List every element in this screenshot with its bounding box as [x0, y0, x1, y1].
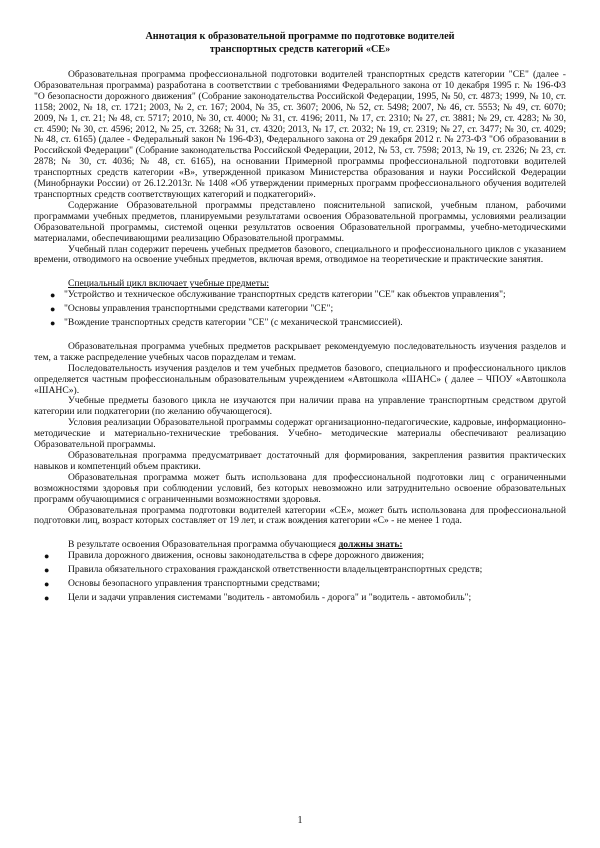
bullet-icon: ● — [50, 318, 56, 329]
title-line-1: Аннотация к образовательной программе по подготовке водителей — [145, 31, 455, 42]
bullet-icon: ● — [50, 304, 56, 315]
paragraph-legal-basis: Образовательная программа профессиональной подготовки водителей транспортных средств категории "СЕ" (далее - Образовательная программа) разработана в соответствии с требованиями Федерального закона от 10 декабря 1995 г. № 196-ФЗ "О безопасности дорожного движения" (Собрание законодательства Российской Федерации, 1995, № 50, ст. 4873; 1999, № 10, ст. 1158; 2002, № 18, ст. 1721; 2003, № 2, ст. 167; 2004, № 35, ст. 3607; 2006, № 52, ст. 5498; 2007, № 46, ст. 5553; № 49, ст. 6070; 2009, № 1, ст. 21; № 48, ст. 5717; 2010, № 30, ст. 4000; № 31, ст. 4196; 2011, № 17, ст. 2310; № 27, ст. 3881; № 29, ст. 4283; № 30, ст. 4590; № 30, ст. 4596; 2012, № 25, ст. 3268; № 31, ст. 4320; 2013, № 17, ст. 2032; № 19, ст. 2319; № 27, ст. 3477; № 30, ст. 4029; № 48, ст. 6165) (далее - Федеральный закон № 196-ФЗ), Федерального закона от 29 декабря 2012 г. № 273-ФЗ "Об образовании в Российской Федерации" (Собрание законодательства Российской Федерации, 2012, № 53, ст. 7598; 2013, № 19, ст. 2326; № 23, ст. 2878; № 30, ст. 4036; № 48, ст. 6165), на основании Примерной программы профессиональной подготовки водителей транспортных средств категории «В», утвержденной приказом Министерства образования и науки Российской Федерации (Минобрнауки России) от 26.12.2013г. № 1408 «Об утверждении примерных программ профессионального обучения водителей транспортных средств соответствующих категорий и подкатегорий». — [34, 69, 566, 200]
list-item — [34, 579, 566, 590]
list-item-text: "Основы управления транспортными средствами категории "СЕ"; — [64, 303, 334, 315]
title-line-2: транспортных средств категорий «СЕ» — [209, 44, 391, 55]
list-item — [34, 593, 566, 604]
special-cycle-heading: Специальный цикл включает учебные предметы: — [68, 278, 270, 290]
bullet-icon: ● — [50, 290, 56, 301]
page-number: 1 — [297, 815, 303, 826]
list-item — [34, 304, 566, 315]
paragraph-study-plan: Учебный план содержит перечень учебных предметов базового, специального и профессионального циклов с указанием времени, отводимого на освоение учебных предметов, включая время, отводимое на теоретические и практические занятия. — [34, 243, 566, 266]
list-item — [34, 565, 566, 576]
paragraph-practice: Образовательная программа предусматривает достаточный для формирования, закрепления развития практических навыков и компетенций объем практики. — [34, 450, 566, 472]
document-title — [34, 30, 566, 56]
list-item — [34, 290, 566, 301]
paragraph-conditions: Условия реализации Образовательной программы содержат организационно-педагогические, кадровые, информационно-методические и материально-технические требования. Учебно- методические материалы обеспечивают реализацию Образовательной программы. — [34, 417, 566, 451]
list-item-text: Правила дорожного движения, основы законодательства в сфере дорожного движения; — [68, 550, 425, 562]
bullet-icon: ● — [44, 565, 50, 576]
bullet-icon: ● — [44, 592, 50, 603]
paragraph-sequence: Образовательная программа учебных предметов раскрывает рекомендуемую последовательность изучения разделов и тем, а также распределение учебных часов порazделам и темам. — [34, 340, 566, 363]
paragraph-age-requirement: Образовательная программа подготовки водителей категории «СЕ», может быть использована для профессиональной подготовки лиц, возраст которых составляет от 19 лет, и стаж вождения категории «С» - не менее 1 года. — [34, 504, 566, 527]
results-list — [34, 551, 566, 604]
paragraph-program-content: Содержание Образовательной программы представлено пояснительной запиской, учебным планом, рабочими программами учебных предметов, планируемыми результатами освоения Образовательной программы, условиями реализации Образовательной программы, системой оценки результатов освоения Образовательной программы, учебно-методическими материалами, обеспечивающими реализацию Образовательной программы. — [34, 199, 566, 244]
list-item — [34, 551, 566, 562]
paragraph-base-cycle: Учебные предметы базового цикла не изучаются при наличии права на управление транспортным средством другой категории или подкатегории (по желанию обучающегося). — [34, 395, 566, 418]
results-intro-text: В результате освоения Образовательная программа обучающиеся — [68, 539, 339, 551]
list-item — [34, 318, 566, 329]
list-item-text: "Устройство и техническое обслуживание транспортных средств категории "СЕ" как объектов управления"; — [64, 289, 506, 301]
results-intro-emphasis: должны знать: — [338, 539, 403, 551]
paragraph-disabilities: Образовательная программа может быть использована для профессиональной подготовки лиц с ограниченными возможностями здоровья при соблюдении условий, без которых невозможно или затруднительно освоение образовательных программ обучающимися с ограниченными возможностями здоровья. — [34, 471, 566, 505]
list-item-text: Правила обязательного страхования гражданской ответственности владельцевтранспортных средств; — [68, 564, 483, 576]
list-item-text: Основы безопасного управления транспортными средствами; — [68, 578, 320, 590]
bullet-icon: ● — [44, 579, 50, 590]
list-item-text: Цели и задачи управления системами "водитель - автомобиль - дорога" и "водитель - автомобиль"; — [68, 591, 472, 603]
paragraph-order: Последовательность изучения разделов и тем учебных предметов базового, специального и профессионального циклов определяется частным профессиональным образовательным учреждением «Автошкола «ШАНС» ( далее – ЧПОУ «Автошкола «ШАНС»). — [34, 362, 566, 396]
bullet-icon: ● — [44, 551, 50, 562]
list-item-text: "Вождение транспортных средств категории "СЕ" (с механической трансмиссией). — [64, 317, 403, 329]
special-cycle-list — [34, 290, 566, 329]
